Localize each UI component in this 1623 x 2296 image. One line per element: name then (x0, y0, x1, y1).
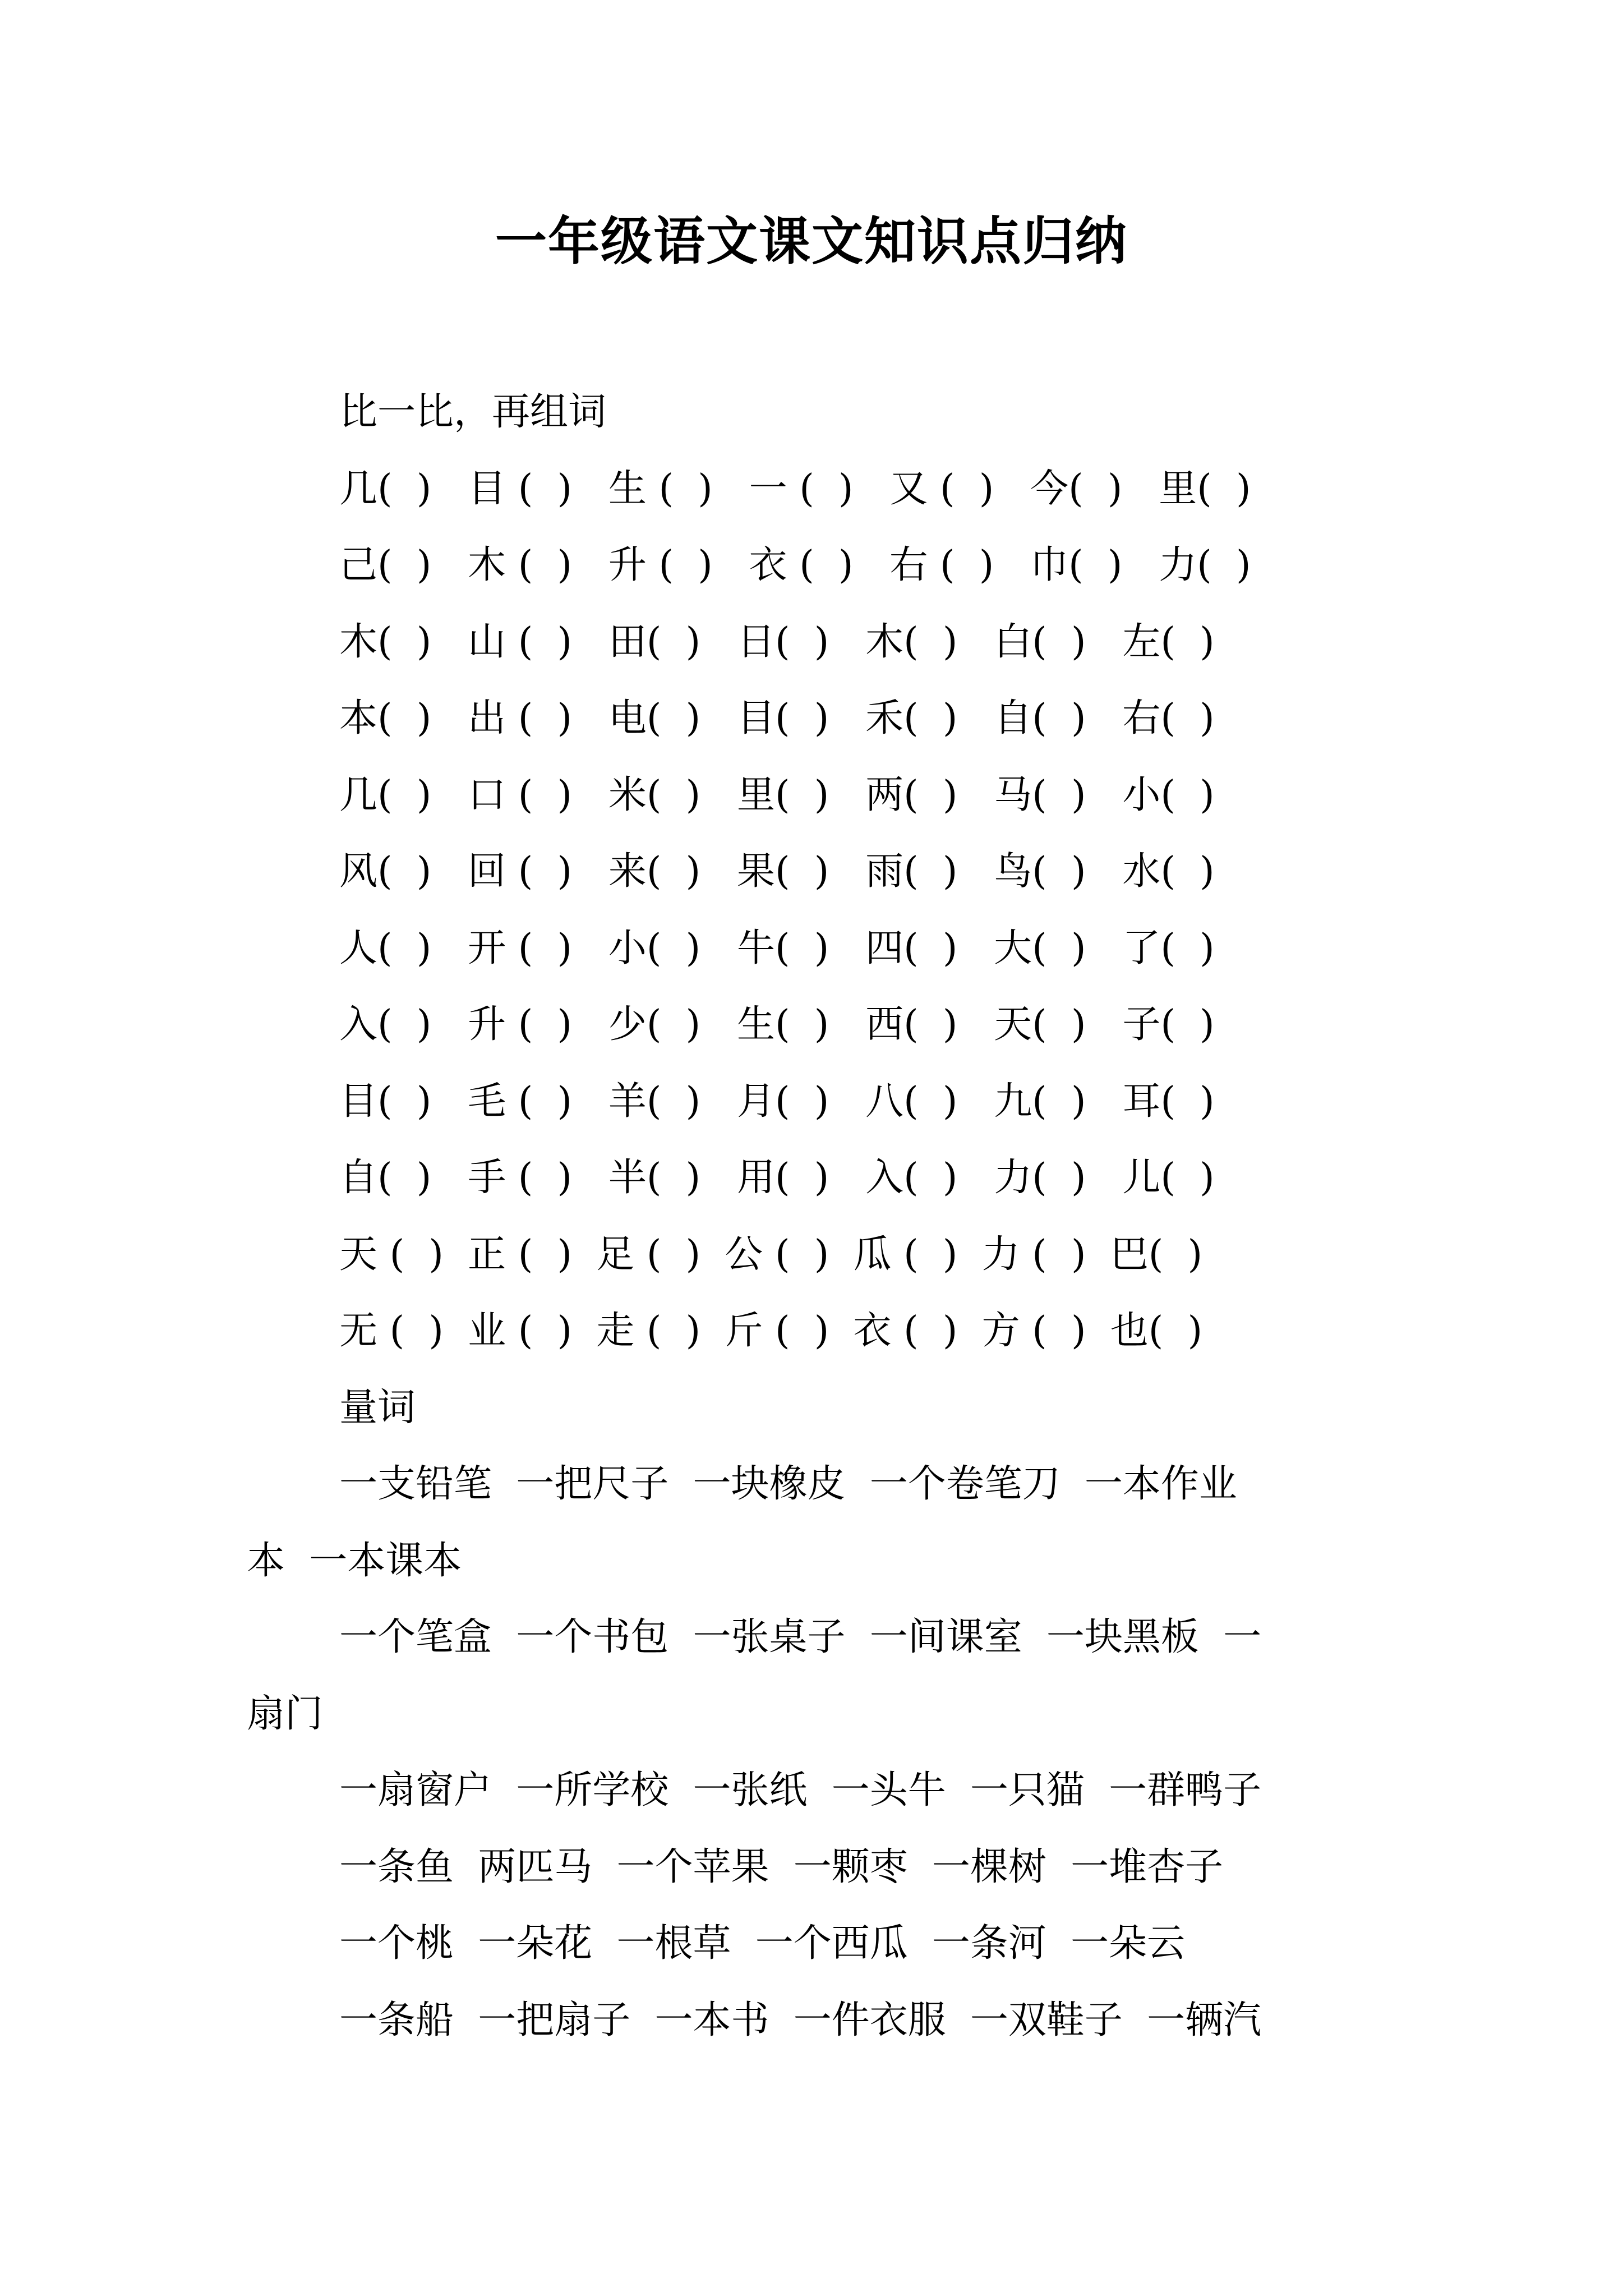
measure-line: 扇门 (247, 1692, 324, 1736)
measure-line: 一个桃 一朵花 一根草 一个西瓜 一条河 一朵云 (339, 1921, 1186, 1966)
compare-row: 无 ( ) 业 ( ) 走 ( ) 斤 ( ) 衣 ( ) 方 ( ) 也( ) (339, 1309, 1203, 1353)
compare-row: 目( ) 毛 ( ) 羊( ) 月( ) 八( ) 九( ) 耳( ) (339, 1079, 1215, 1124)
measure-line: 本 一本课本 (247, 1539, 462, 1583)
compare-row: 天 ( ) 正 ( ) 足 ( ) 公 ( ) 瓜 ( ) 力 ( ) 巴( ) (339, 1232, 1203, 1277)
compare-row: 入( ) 升 ( ) 少( ) 生( ) 西( ) 天( ) 子( ) (339, 1002, 1215, 1047)
compare-row: 己( ) 木 ( ) 升 ( ) 衣 ( ) 右 ( ) 巾( ) 力( ) (339, 543, 1251, 587)
compare-row: 自( ) 手 ( ) 半( ) 用( ) 入( ) 力( ) 儿( ) (339, 1156, 1215, 1200)
measure-line: 一支铅笔 一把尺子 一块橡皮 一个卷笔刀 一本作业 (339, 1462, 1237, 1506)
compare-row: 几( ) 口 ( ) 米( ) 里( ) 两( ) 马( ) 小( ) (339, 773, 1215, 817)
measure-line: 一条船 一把扇子 一本书 一件衣服 一双鞋子 一辆汽 (339, 1998, 1262, 2042)
measure-line: 一条鱼 两匹马 一个苹果 一颗枣 一棵树 一堆杏子 (339, 1845, 1224, 1889)
section-heading-compare: 比一比，再组词 (339, 390, 607, 434)
section-heading-measure-words: 量词 (339, 1386, 416, 1430)
compare-row: 木( ) 山 ( ) 田( ) 日( ) 木( ) 白( ) 左( ) (339, 620, 1215, 664)
compare-row: 本( ) 出 ( ) 电( ) 目( ) 禾( ) 自( ) 右( ) (339, 696, 1215, 740)
document-title: 一年级语文课文知识点归纳 (495, 211, 1128, 272)
measure-line: 一个笔盒 一个书包 一张桌子 一间课室 一块黑板 一 (339, 1615, 1262, 1659)
compare-row: 几( ) 目 ( ) 生 ( ) 一 ( ) 又 ( ) 今( ) 里( ) (339, 467, 1251, 511)
compare-row: 风( ) 回 ( ) 来( ) 果( ) 雨( ) 鸟( ) 水( ) (339, 849, 1215, 894)
measure-line: 一扇窗户 一所学校 一张纸 一头牛 一只猫 一群鸭子 (339, 1768, 1262, 1812)
compare-row: 人( ) 开 ( ) 小( ) 牛( ) 四( ) 大( ) 了( ) (339, 926, 1215, 970)
